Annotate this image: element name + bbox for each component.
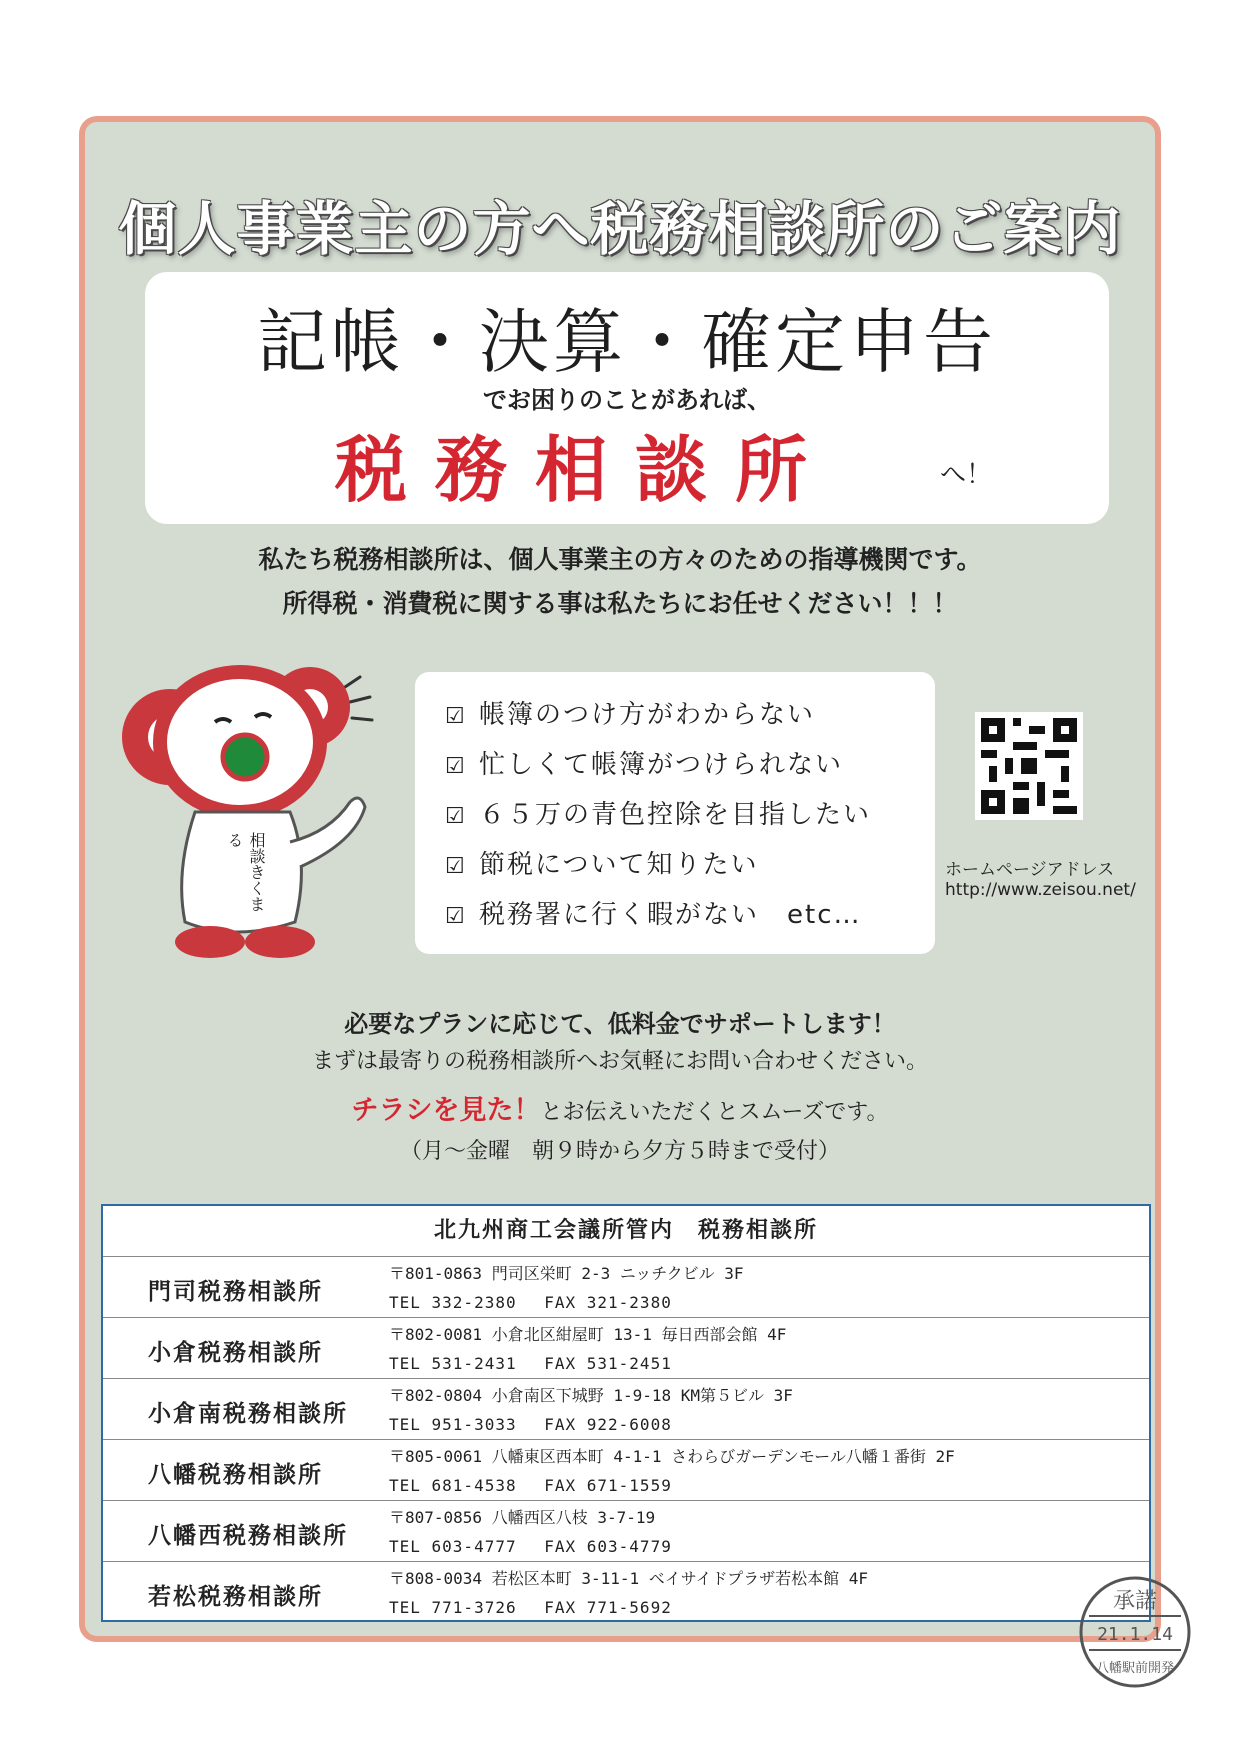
- mascot-foot-left: [175, 926, 245, 958]
- hours-message: （月～金曜 朝９時から夕方５時まで受付）: [399, 1139, 840, 1164]
- table-row: [103, 1501, 1149, 1562]
- office-name: 小倉南税務相談所: [148, 1401, 348, 1427]
- checkbox-icon: ☑: [445, 904, 467, 929]
- checkbox-icon: ☑: [445, 704, 467, 729]
- stamp-date: 21.1.14: [1097, 1624, 1173, 1645]
- table-row: [103, 1257, 1149, 1318]
- support-message: 必要なプランに応じて、低料金でサポートします！: [344, 1010, 896, 1038]
- office-phone: TEL 771-3726 FAX 771-5692: [389, 1598, 672, 1617]
- office-address: 〒807-0856 八幡西区八枝 3-7-19: [389, 1508, 656, 1527]
- topic-main: 記帳・決算・確定申告: [257, 301, 997, 383]
- checklist-item: ☑ 帳簿のつけ方がわからない: [445, 700, 816, 730]
- table-row: [103, 1440, 1149, 1501]
- checklist-card: [415, 672, 935, 954]
- office-name: 八幡西税務相談所: [148, 1523, 348, 1549]
- office-address: 〒805-0061 八幡東区西本町 4-1-1 さわらびガーデンモール八幡１番街 2F: [389, 1447, 955, 1466]
- qr-code[interactable]: [975, 712, 1083, 820]
- checklist-item: ☑ ６５万の青色控除を目指したい: [445, 800, 872, 830]
- office-phone: TEL 531-2431 FAX 531-2451: [389, 1354, 672, 1373]
- office-phone: TEL 603-4777 FAX 603-4779: [389, 1537, 672, 1556]
- checklist-item: ☑ 忙しくて帳簿がつけられない: [445, 750, 844, 780]
- checkbox-icon: ☑: [445, 804, 467, 829]
- intro-line-1: 私たち税務相談所は、個人事業主の方々のための指導機関です。: [258, 545, 982, 574]
- office-phone: TEL 951-3033 FAX 922-6008: [389, 1415, 672, 1434]
- topic-he: へ！: [940, 460, 993, 490]
- poster-headline: 個人事業主の方へ税務相談所のご案内: [118, 195, 1122, 263]
- office-name: 若松税務相談所: [148, 1584, 323, 1610]
- homepage-label: ホームページアドレス: [945, 860, 1115, 880]
- table-row: [103, 1379, 1149, 1440]
- office-name: 八幡税務相談所: [148, 1462, 323, 1488]
- homepage-url[interactable]: http://www.zeisou.net/: [945, 880, 1136, 900]
- office-address: 〒808-0034 若松区本町 3-11-1 ベイサイドプラザ若松本館 4F: [389, 1569, 869, 1588]
- table-caption: 北九州商工会議所管内 税務相談所: [103, 1206, 1149, 1257]
- stamp-top: 承諾: [1112, 1589, 1158, 1614]
- office-phone: TEL 332-2380 FAX 321-2380: [389, 1293, 672, 1312]
- checklist-item: ☑ 税務署に行く暇がない etc…: [445, 900, 862, 930]
- mascot-label-vertical: 相談きくまる: [225, 832, 266, 912]
- office-address: 〒802-0804 小倉南区下城野 1-9-18 KM第５ビル 3F: [389, 1386, 793, 1405]
- flyer-message: チラシを見た！とお伝えいただくとスムーズです。: [351, 1095, 889, 1126]
- office-phone: TEL 681-4538 FAX 671-1559: [389, 1476, 672, 1495]
- approval-stamp: [1075, 1572, 1195, 1692]
- table-row: [103, 1318, 1149, 1379]
- intro-line-2: 所得税・消費税に関する事は私たちにお任せください！！！: [282, 589, 958, 618]
- office-name: 門司税務相談所: [148, 1279, 323, 1305]
- checkbox-icon: ☑: [445, 854, 467, 879]
- topic-office: 税務相談所: [335, 428, 836, 512]
- poster: [79, 116, 1161, 1642]
- topic-sub: でお困りのことがあれば、: [483, 386, 771, 414]
- mascot-foot-right: [245, 926, 315, 958]
- office-name: 小倉税務相談所: [148, 1340, 323, 1366]
- office-address: 〒801-0863 門司区栄町 2-3 ニッチクビル 3F: [389, 1264, 744, 1283]
- office-table: [101, 1204, 1151, 1622]
- office-address: 〒802-0081 小倉北区紺屋町 13-1 毎日西部会館 4F: [389, 1325, 787, 1344]
- table-row: [103, 1562, 1149, 1622]
- mascot-illustration: [100, 642, 400, 972]
- stamp-bottom: 八幡駅前開発: [1095, 1661, 1175, 1676]
- checklist-item: ☑ 節税について知りたい: [445, 850, 759, 880]
- checkbox-icon: ☑: [445, 754, 467, 779]
- topic-box: [145, 272, 1109, 524]
- flyer-highlight: チラシを見た！: [351, 1095, 541, 1126]
- contact-message: まずは最寄りの税務相談所へお気軽にお問い合わせください。: [311, 1049, 928, 1074]
- mascot-nose: [223, 735, 267, 779]
